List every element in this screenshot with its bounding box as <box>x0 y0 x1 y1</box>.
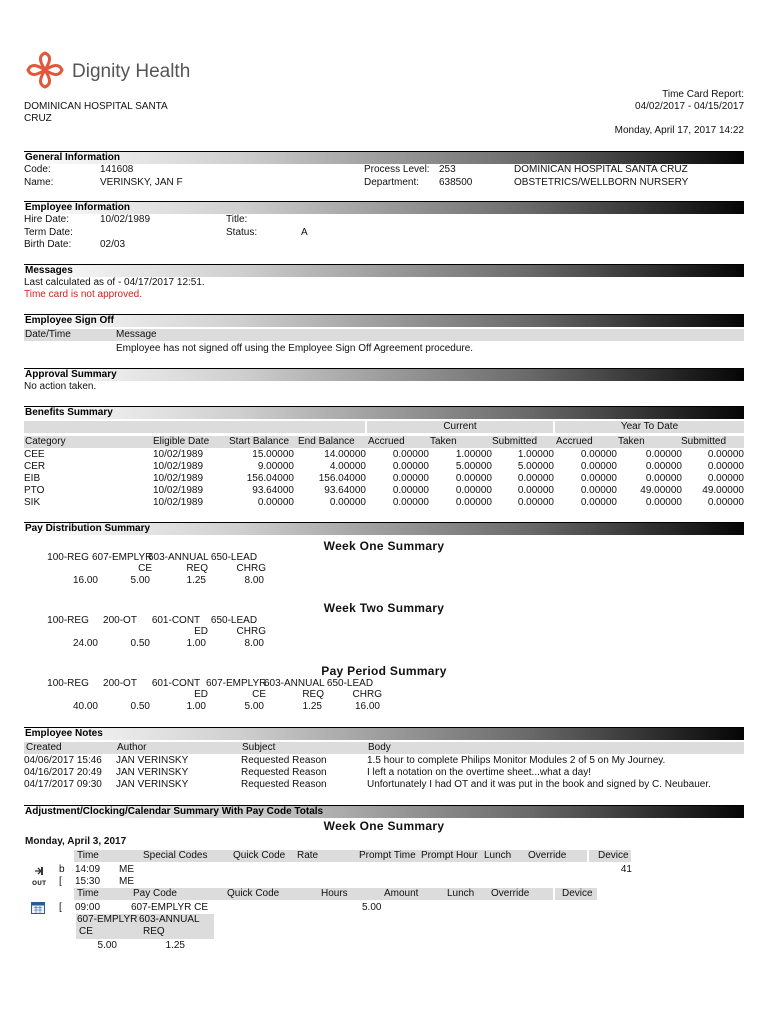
section-title: General Information <box>25 152 121 163</box>
pay-col-header: Quick Code <box>227 888 280 899</box>
benefits-cell: 10/02/1989 <box>153 473 204 484</box>
benefits-cell: 10/02/1989 <box>153 497 204 508</box>
pay-code-label: 603-ANNUAL <box>264 678 325 689</box>
benefits-col-header: Taken <box>618 436 645 447</box>
benefits-current-header <box>367 421 553 433</box>
benefits-cell: 4.00000 <box>329 461 366 472</box>
dept-label: Department: <box>364 177 420 188</box>
dignity-health-logo-icon <box>24 50 66 90</box>
note-cell: Requested Reason <box>241 767 327 778</box>
benefits-cell: 0.00000 <box>645 473 682 484</box>
week-one-summary-title: Week One Summary <box>323 539 445 553</box>
pay-code-value: 1.25 <box>186 575 206 586</box>
notes-header <box>24 727 744 740</box>
benefits-cell: 156.04000 <box>318 473 366 484</box>
pay-code-value: 1.00 <box>186 701 206 712</box>
pay-flag: [ <box>59 902 62 913</box>
pay-code-label: 601-CONT <box>151 615 201 626</box>
svg-text:OUT: OUT <box>32 880 47 887</box>
section-title: Employee Notes <box>25 728 103 739</box>
pay-code-label: 100-REG <box>47 678 89 689</box>
benefits-cell: 9.00000 <box>257 461 294 472</box>
benefits-col-header: End Balance <box>298 436 355 447</box>
benefits-cell: 49.00000 <box>640 485 682 496</box>
pay-code-label: 650-LEAD <box>326 678 374 689</box>
benefits-cell: 0.00000 <box>580 485 617 496</box>
benefits-cell: 0.00000 <box>392 497 429 508</box>
pay-code-label-2: CHRG <box>236 563 266 574</box>
status-value: A <box>301 227 308 238</box>
facility-name-line1: DOMINICAN HOSPITAL SANTA <box>24 101 168 112</box>
signoff-message: Employee has not signed off using the Employee Sign Off Agreement procedure. <box>116 343 474 354</box>
pay-code-label-2: CE <box>138 563 152 574</box>
pay-code-label: 100-REG <box>47 615 89 626</box>
messages-header <box>24 264 744 277</box>
birth-date-label: Birth Date: <box>24 239 72 250</box>
benefits-cell: 0.00000 <box>517 485 554 496</box>
day-heading: Monday, April 3, 2017 <box>25 836 127 847</box>
clock-time: 14:09 <box>75 864 101 875</box>
note-cell: 04/16/2017 20:49 <box>24 767 102 778</box>
week-two-summary-title: Week Two Summary <box>323 601 445 615</box>
note-cell: 1.5 hour to complete Philips Monitor Modules 2 of 5 on My Journey. <box>367 755 666 766</box>
benefits-col-header: Submitted <box>681 436 727 447</box>
pay-code-value: 5.00 <box>244 701 264 712</box>
benefits-cell: 14.00000 <box>324 449 366 460</box>
note-cell: JAN VERINSKY <box>116 755 189 766</box>
benefits-header <box>24 406 744 419</box>
section-title: Employee Information <box>25 202 131 213</box>
pay-code-label: 650-LEAD <box>210 552 258 563</box>
notes-col-header: Subject <box>242 742 276 753</box>
ytd-label: Year To Date <box>620 421 679 432</box>
pay-code-label: 607-EMPLYR <box>206 678 267 689</box>
benefits-cell: 5.00000 <box>455 461 492 472</box>
benefits-cell: 0.00000 <box>455 473 492 484</box>
benefits-cell: 0.00000 <box>707 449 744 460</box>
code-value: 141608 <box>100 164 134 175</box>
pay-code-label-2: ED <box>194 626 208 637</box>
pay-col-header: Hours <box>321 888 348 899</box>
not-approved-warning: Time card is not approved. <box>24 289 143 300</box>
clock-flag: [ <box>59 876 62 887</box>
totals-value: 1.25 <box>165 940 185 951</box>
note-cell: 04/17/2017 09:30 <box>24 779 102 790</box>
pay-col-header: Device <box>562 888 593 899</box>
pay-code-label-2: REQ <box>302 689 324 700</box>
benefits-cell: 0.00000 <box>580 497 617 508</box>
adjust-week-one-title: Week One Summary <box>323 819 445 833</box>
benefits-cell: 5.00000 <box>517 461 554 472</box>
code-label: Code: <box>24 164 51 175</box>
current-label: Current <box>443 421 477 432</box>
pay-code-label: 200-OT <box>103 678 137 689</box>
benefits-cell: 0.00000 <box>707 473 744 484</box>
clock-special-code: ME <box>119 876 134 887</box>
note-cell: 04/06/2017 15:46 <box>24 755 102 766</box>
pay-time: 09:00 <box>75 902 101 913</box>
paydist-header <box>24 522 744 535</box>
totals-value: 5.00 <box>97 940 117 951</box>
employee-info-header <box>24 201 744 214</box>
benefits-col-header: Category <box>25 436 66 447</box>
note-cell: I left a notation on the overtime sheet...what a day! <box>367 767 592 778</box>
benefits-col-header: Eligible Date <box>153 436 210 447</box>
report-date-range: 04/02/2017 - 04/15/2017 <box>635 101 744 112</box>
signoff-col-message: Message <box>116 329 157 340</box>
pay-code-label: 100-REG <box>47 552 89 563</box>
term-date-label: Term Date: <box>24 227 73 238</box>
note-cell: JAN VERINSKY <box>116 779 189 790</box>
section-title: Messages <box>25 265 73 276</box>
pay-col-header: Lunch <box>447 888 475 899</box>
notes-col-header: Created <box>26 742 62 753</box>
clock-col-header: Prompt Time <box>359 850 416 861</box>
pay-code: 607-EMPLYR CE <box>131 902 209 913</box>
pay-code-label-2: CE <box>252 689 266 700</box>
benefits-cell: 0.00000 <box>392 449 429 460</box>
benefits-cell: 0.00000 <box>257 497 294 508</box>
benefits-cell: 0.00000 <box>645 449 682 460</box>
process-name: DOMINICAN HOSPITAL SANTA CRUZ <box>514 164 688 175</box>
pay-code-value: 0.50 <box>130 701 150 712</box>
benefits-cell: 1.00000 <box>455 449 492 460</box>
pay-col-header: Pay Code <box>133 888 177 899</box>
clock-col-header: Quick Code <box>233 850 286 861</box>
pay-code-value: 1.25 <box>302 701 322 712</box>
last-calculated-text: Last calculated as of - 04/17/2017 12:51. <box>24 277 205 288</box>
benefits-cell: 10/02/1989 <box>153 449 204 460</box>
benefits-cell: 0.00000 <box>645 461 682 472</box>
report-generated: Monday, April 17, 2017 14:22 <box>614 125 744 136</box>
pay-code-label: 200-OT <box>103 615 137 626</box>
benefits-col-header: Start Balance <box>229 436 290 447</box>
benefits-cell: 15.00000 <box>252 449 294 460</box>
calendar-icon[interactable] <box>31 901 45 914</box>
clock-out-icon <box>31 877 47 887</box>
clock-device: 41 <box>620 864 632 875</box>
adjustment-header <box>24 805 744 818</box>
totals-code-label-2: REQ <box>143 926 165 937</box>
benefits-cell: 0.00000 <box>392 485 429 496</box>
title-label: Title: <box>226 214 248 225</box>
benefits-group-header-left <box>24 421 365 433</box>
benefits-cell: 49.00000 <box>702 485 744 496</box>
clock-col-header: Time <box>77 850 99 861</box>
benefits-cell: 93.64000 <box>252 485 294 496</box>
benefits-cell: 0.00000 <box>580 473 617 484</box>
pay-code-label-2: ED <box>194 689 208 700</box>
pay-code-label-2: REQ <box>186 563 208 574</box>
report-title: Time Card Report: <box>662 89 744 100</box>
benefits-cell: 0.00000 <box>707 461 744 472</box>
benefits-cell: 0.00000 <box>645 497 682 508</box>
pay-code-value: 8.00 <box>244 575 264 586</box>
dept-value: 638500 <box>439 177 473 188</box>
pay-period-summary-title: Pay Period Summary <box>321 664 447 678</box>
section-title: Approval Summary <box>25 369 117 380</box>
pay-code-label-2: CHRG <box>352 689 382 700</box>
clock-col-header: Rate <box>297 850 319 861</box>
section-title: Adjustment/Clocking/Calendar Summary With Pay Code Totals <box>25 806 324 817</box>
pay-code-value: 1.00 <box>186 638 206 649</box>
benefits-ytd-header <box>555 421 744 433</box>
benefits-cell: 0.00000 <box>707 497 744 508</box>
benefits-cell: EIB <box>24 473 41 484</box>
clock-col-header: Override <box>528 850 567 861</box>
pay-code-value: 8.00 <box>244 638 264 649</box>
note-cell: Requested Reason <box>241 779 327 790</box>
clock-time: 15:30 <box>75 876 101 887</box>
clock-col-header: Prompt Hour <box>421 850 478 861</box>
pay-code-value: 16.00 <box>354 701 380 712</box>
clock-special-code: ME <box>119 864 134 875</box>
note-cell: JAN VERINSKY <box>116 767 189 778</box>
pay-code-value: 24.00 <box>72 638 98 649</box>
clock-col-header: Lunch <box>484 850 512 861</box>
benefits-cell: 0.00000 <box>392 473 429 484</box>
approval-header <box>24 368 744 381</box>
clock-in-icon <box>33 866 45 876</box>
general-info-header <box>24 151 744 164</box>
pay-col-header: Time <box>77 888 99 899</box>
totals-code-label: 607-EMPLYR <box>77 914 138 925</box>
benefits-cell: 0.00000 <box>455 485 492 496</box>
name-label: Name: <box>24 177 54 188</box>
pay-code-value: 16.00 <box>72 575 98 586</box>
benefits-cell: 10/02/1989 <box>153 461 204 472</box>
dept-name: OBSTETRICS/WELLBORN NURSERY <box>514 177 689 188</box>
name-value: VERINSKY, JAN F <box>100 177 183 188</box>
pay-code-label: 650-LEAD <box>210 615 258 626</box>
pay-code-label: 607-EMPLYR <box>92 552 153 563</box>
pay-code-value: 0.50 <box>130 638 150 649</box>
pay-amount: 5.00 <box>362 902 382 913</box>
benefits-cell: PTO <box>24 485 45 496</box>
section-title: Employee Sign Off <box>25 315 114 326</box>
clock-flag: b <box>59 864 65 875</box>
benefits-col-header: Accrued <box>368 436 405 447</box>
note-cell: Requested Reason <box>241 755 327 766</box>
approval-text: No action taken. <box>24 381 97 392</box>
facility-name-line2: CRUZ <box>24 113 52 124</box>
pay-col-header: Override <box>491 888 530 899</box>
birth-date-value: 02/03 <box>100 239 126 250</box>
section-title: Benefits Summary <box>25 407 113 418</box>
benefits-cell: 156.04000 <box>246 473 294 484</box>
benefits-cell: 0.00000 <box>392 461 429 472</box>
notes-col-header: Author <box>117 742 147 753</box>
clock-col-header: Special Codes <box>143 850 208 861</box>
section-title: Pay Distribution Summary <box>25 523 151 534</box>
totals-code-label: 603-ANNUAL <box>139 914 200 925</box>
brand-name: Dignity Health <box>72 61 191 82</box>
signoff-col-date: Date/Time <box>25 329 71 340</box>
benefits-col-header: Taken <box>430 436 457 447</box>
benefits-cell: 0.00000 <box>580 449 617 460</box>
benefits-col-header: Accrued <box>556 436 593 447</box>
totals-code-label-2: CE <box>79 926 93 937</box>
benefits-cell: 0.00000 <box>329 497 366 508</box>
pay-code-value: 5.00 <box>130 575 150 586</box>
pay-code-value: 40.00 <box>72 701 98 712</box>
benefits-cell: CER <box>24 461 46 472</box>
benefits-cell: SIK <box>24 497 41 508</box>
benefits-cell: 10/02/1989 <box>153 485 204 496</box>
clock-col-header: Device <box>598 850 629 861</box>
benefits-cell: 0.00000 <box>517 497 554 508</box>
benefits-cell: 93.64000 <box>324 485 366 496</box>
note-cell: Unfortunately I had OT and it was put in the book and signed by C. Neubauer. <box>367 779 711 790</box>
benefits-col-header: Submitted <box>492 436 538 447</box>
hire-date-value: 10/02/1989 <box>100 214 151 225</box>
benefits-cell: 0.00000 <box>455 497 492 508</box>
pay-col-header: Amount <box>384 888 419 899</box>
process-value: 253 <box>439 164 456 175</box>
pay-code-label: 603-ANNUAL <box>148 552 209 563</box>
benefits-cell: 1.00000 <box>517 449 554 460</box>
pay-code-label-2: CHRG <box>236 626 266 637</box>
benefits-cell: CEE <box>24 449 45 460</box>
pay-code-label: 601-CONT <box>151 678 201 689</box>
signoff-header <box>24 314 744 327</box>
benefits-cell: 0.00000 <box>580 461 617 472</box>
status-label: Status: <box>226 227 258 238</box>
hire-date-label: Hire Date: <box>24 214 70 225</box>
benefits-cell: 0.00000 <box>517 473 554 484</box>
notes-col-header: Body <box>368 742 391 753</box>
process-label: Process Level: <box>364 164 430 175</box>
